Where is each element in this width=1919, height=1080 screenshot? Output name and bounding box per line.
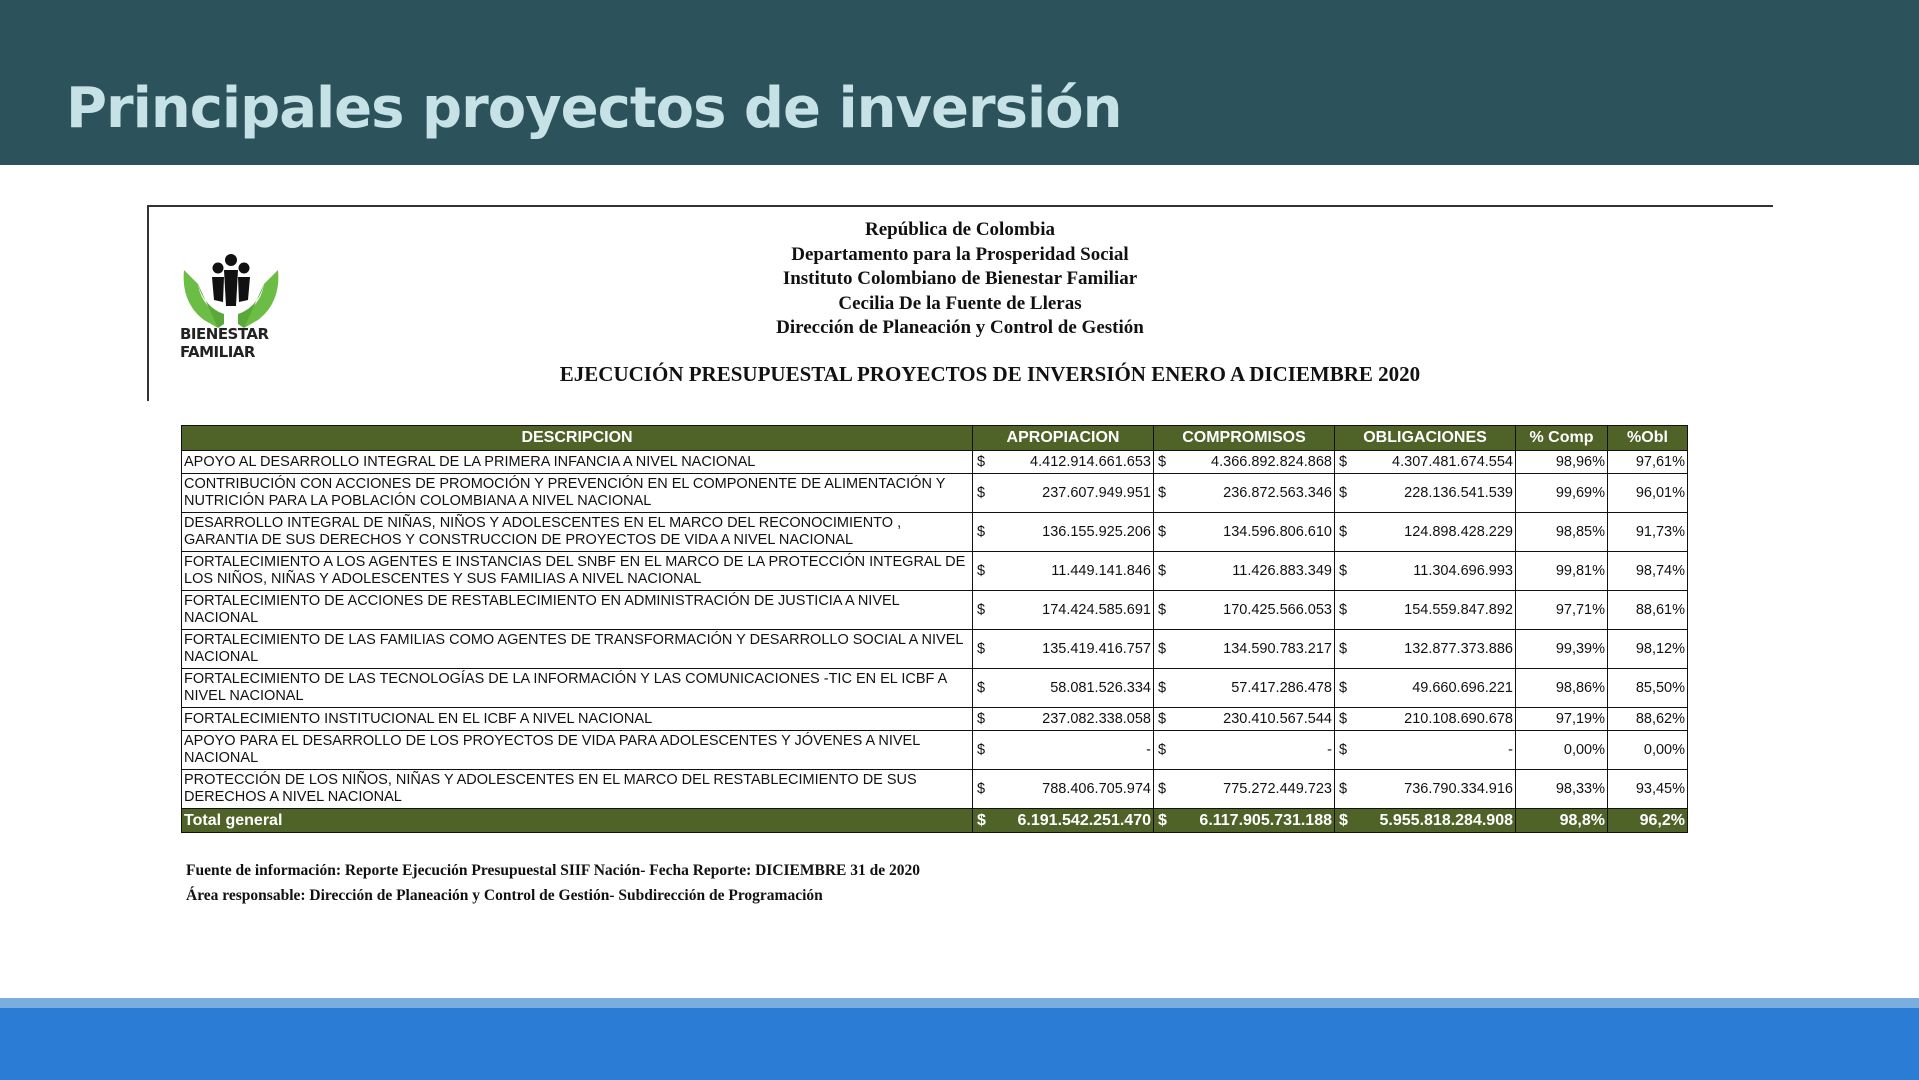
- apropiacion-cell: [973, 474, 1154, 513]
- currency-symbol: $: [977, 524, 986, 540]
- footer-accent-line: [0, 998, 1919, 1008]
- table-row: [182, 552, 1688, 591]
- total-obligaciones-cell: [1335, 809, 1516, 833]
- currency-symbol: $: [1158, 811, 1167, 829]
- currency-symbol: $: [1158, 641, 1167, 657]
- pct-obl-cell: 91,73%: [1608, 513, 1688, 552]
- project-description: FORTALECIMIENTO DE LAS TECNOLOGÍAS DE LA INFORMACIÓN Y LAS COMUNICACIONES -TIC EN EL ICBF A NIVEL NACIONAL: [182, 669, 973, 708]
- currency-symbol: $: [1339, 641, 1348, 657]
- compromisos-cell: [1154, 513, 1335, 552]
- table-row: [182, 770, 1688, 809]
- apropiacion-cell: [973, 513, 1154, 552]
- pct-comp-cell: 98,85%: [1516, 513, 1608, 552]
- source-note: Fuente de información: Reporte Ejecución Presupuestal SIIF Nación- Fecha Reporte: DICIEMBRE 31 de 2020: [186, 862, 921, 879]
- pct-comp-cell: 99,81%: [1516, 552, 1608, 591]
- amount-value: 132.877.373.886: [1404, 641, 1513, 657]
- pct-obl-cell: 96,01%: [1608, 474, 1688, 513]
- amount-value: 154.559.847.892: [1404, 602, 1513, 618]
- currency-symbol: $: [977, 711, 986, 727]
- project-description: FORTALECIMIENTO DE ACCIONES DE RESTABLECIMIENTO EN ADMINISTRACIÓN DE JUSTICIA A NIVEL NACIONAL: [182, 591, 973, 630]
- currency-symbol: $: [1158, 485, 1167, 501]
- amount-value: 11.304.696.993: [1413, 563, 1513, 579]
- apropiacion-cell: [973, 669, 1154, 708]
- project-description: DESARROLLO INTEGRAL DE NIÑAS, NIÑOS Y ADOLESCENTES EN EL MARCO DEL RECONOCIMIENTO , GARANTIA DE SUS DERECHOS Y CONSTRUCCION DE PROYECTOS DE VIDA A NIVEL NACIONAL: [182, 513, 973, 552]
- compromisos-cell: [1154, 708, 1335, 731]
- table-row: [182, 591, 1688, 630]
- logo-line-2: FAMILIAR: [180, 343, 255, 361]
- org-line: Dirección de Planeación y Control de Gestión: [776, 317, 1144, 338]
- currency-symbol: $: [1339, 811, 1348, 829]
- document-border-left: [147, 205, 149, 401]
- amount-value: 6.117.905.731.188: [1199, 811, 1332, 829]
- apropiacion-cell: [973, 451, 1154, 474]
- amount-value: 4.412.914.661.653: [1030, 454, 1151, 470]
- amount-value: -: [1327, 742, 1332, 758]
- logo-wordmark: [180, 325, 269, 361]
- compromisos-cell: [1154, 552, 1335, 591]
- apropiacion-cell: [973, 731, 1154, 770]
- compromisos-cell: [1154, 731, 1335, 770]
- amount-value: 135.419.416.757: [1042, 641, 1151, 657]
- table-row: [182, 451, 1688, 474]
- report-title: EJECUCIÓN PRESUPUESTAL PROYECTOS DE INVERSIÓN ENERO A DICIEMBRE 2020: [559, 362, 1421, 386]
- table-row: [182, 630, 1688, 669]
- table-row: [182, 474, 1688, 513]
- currency-symbol: $: [1158, 742, 1167, 758]
- compromisos-cell: [1154, 630, 1335, 669]
- logo-line-1: BIENESTAR: [180, 325, 269, 343]
- document-border-top: [148, 205, 1773, 207]
- pct-comp-cell: 98,86%: [1516, 669, 1608, 708]
- amount-value: 134.590.783.217: [1223, 641, 1332, 657]
- amount-value: 124.898.428.229: [1404, 524, 1513, 540]
- obligaciones-cell: [1335, 451, 1516, 474]
- obligaciones-cell: [1335, 708, 1516, 731]
- currency-symbol: $: [977, 563, 986, 579]
- apropiacion-cell: [973, 591, 1154, 630]
- pct-obl-cell: 97,61%: [1608, 451, 1688, 474]
- amount-value: 237.607.949.951: [1042, 485, 1151, 501]
- currency-symbol: $: [1339, 742, 1348, 758]
- project-description: PROTECCIÓN DE LOS NIÑOS, NIÑAS Y ADOLESCENTES EN EL MARCO DEL RESTABLECIMIENTO DE SUS DERECHOS A NIVEL NACIONAL: [182, 770, 973, 809]
- table-row: [182, 731, 1688, 770]
- amount-value: 57.417.286.478: [1231, 680, 1332, 696]
- pct-obl-cell: 0,00%: [1608, 731, 1688, 770]
- pct-obl-cell: 93,45%: [1608, 770, 1688, 809]
- col-header-pct-comp: % Comp: [1516, 426, 1608, 451]
- pct-comp-cell: 97,19%: [1516, 708, 1608, 731]
- org-line: Departamento para la Prosperidad Social: [791, 243, 1129, 265]
- currency-symbol: $: [977, 811, 986, 829]
- pct-comp-cell: 98,96%: [1516, 451, 1608, 474]
- amount-value: 134.596.806.610: [1223, 524, 1332, 540]
- pct-obl-cell: 98,12%: [1608, 630, 1688, 669]
- currency-symbol: $: [1158, 680, 1167, 696]
- pct-comp-cell: 0,00%: [1516, 731, 1608, 770]
- compromisos-cell: [1154, 669, 1335, 708]
- amount-value: -: [1508, 742, 1513, 758]
- amount-value: 237.082.338.058: [1042, 711, 1151, 727]
- amount-value: 170.425.566.053: [1223, 602, 1332, 618]
- total-label: Total general: [182, 809, 973, 833]
- currency-symbol: $: [1339, 563, 1348, 579]
- compromisos-cell: [1154, 474, 1335, 513]
- table-header-row: [182, 426, 1688, 451]
- footer-band: [0, 1008, 1919, 1080]
- pct-comp-cell: 99,39%: [1516, 630, 1608, 669]
- currency-symbol: $: [1339, 781, 1348, 797]
- obligaciones-cell: [1335, 731, 1516, 770]
- pct-obl-cell: 98,74%: [1608, 552, 1688, 591]
- amount-value: 228.136.541.539: [1404, 485, 1513, 501]
- amount-value: 736.790.334.916: [1404, 781, 1513, 797]
- currency-symbol: $: [1158, 454, 1167, 470]
- compromisos-cell: [1154, 591, 1335, 630]
- amount-value: 11.426.883.349: [1232, 563, 1332, 579]
- currency-symbol: $: [977, 641, 986, 657]
- currency-symbol: $: [1339, 454, 1348, 470]
- col-header-apropiacion: APROPIACION: [973, 426, 1154, 451]
- amount-value: 775.272.449.723: [1223, 781, 1332, 797]
- pct-obl-cell: 85,50%: [1608, 669, 1688, 708]
- obligaciones-cell: [1335, 669, 1516, 708]
- currency-symbol: $: [1158, 781, 1167, 797]
- currency-symbol: $: [1339, 485, 1348, 501]
- obligaciones-cell: [1335, 770, 1516, 809]
- total-row: [182, 809, 1688, 833]
- currency-symbol: $: [977, 781, 986, 797]
- compromisos-cell: [1154, 770, 1335, 809]
- col-header-descripcion: DESCRIPCION: [182, 426, 973, 451]
- slide-title: Principales proyectos de inversión: [66, 76, 1122, 141]
- col-header-pct-obl: %Obl: [1608, 426, 1688, 451]
- amount-value: 6.191.542.251.470: [1017, 811, 1151, 829]
- total-apropiacion-cell: [973, 809, 1154, 833]
- amount-value: 788.406.705.974: [1042, 781, 1151, 797]
- budget-table: [181, 425, 1688, 833]
- apropiacion-cell: [973, 552, 1154, 591]
- pct-comp-cell: 98,33%: [1516, 770, 1608, 809]
- currency-symbol: $: [977, 680, 986, 696]
- project-description: APOYO AL DESARROLLO INTEGRAL DE LA PRIMERA INFANCIA A NIVEL NACIONAL: [182, 451, 973, 474]
- apropiacion-cell: [973, 708, 1154, 731]
- amount-value: 230.410.567.544: [1223, 711, 1332, 727]
- table-row: [182, 708, 1688, 731]
- obligaciones-cell: [1335, 474, 1516, 513]
- total-pct-obl-cell: 96,2%: [1608, 809, 1688, 833]
- currency-symbol: $: [1158, 524, 1167, 540]
- compromisos-cell: [1154, 451, 1335, 474]
- currency-symbol: $: [1339, 711, 1348, 727]
- apropiacion-cell: [973, 630, 1154, 669]
- total-compromisos-cell: [1154, 809, 1335, 833]
- currency-symbol: $: [977, 485, 986, 501]
- currency-symbol: $: [977, 742, 986, 758]
- amount-value: 49.660.696.221: [1412, 680, 1513, 696]
- amount-value: 4.366.892.824.868: [1211, 454, 1332, 470]
- pct-obl-cell: 88,61%: [1608, 591, 1688, 630]
- amount-value: 58.081.526.334: [1050, 680, 1151, 696]
- col-header-compromisos: COMPROMISOS: [1154, 426, 1335, 451]
- responsible-area-note: Área responsable: Dirección de Planeación y Control de Gestión- Subdirección de Programación: [186, 887, 823, 904]
- pct-comp-cell: 99,69%: [1516, 474, 1608, 513]
- obligaciones-cell: [1335, 552, 1516, 591]
- apropiacion-cell: [973, 770, 1154, 809]
- project-description: APOYO PARA EL DESARROLLO DE LOS PROYECTOS DE VIDA PARA ADOLESCENTES Y JÓVENES A NIVEL NACIONAL: [182, 731, 973, 770]
- currency-symbol: $: [1339, 680, 1348, 696]
- obligaciones-cell: [1335, 513, 1516, 552]
- currency-symbol: $: [1158, 563, 1167, 579]
- pct-obl-cell: 88,62%: [1608, 708, 1688, 731]
- currency-symbol: $: [977, 602, 986, 618]
- currency-symbol: $: [977, 454, 986, 470]
- currency-symbol: $: [1158, 602, 1167, 618]
- org-line: Cecilia De la Fuente de Lleras: [838, 292, 1082, 314]
- amount-value: 11.449.141.846: [1051, 563, 1151, 579]
- amount-value: 5.955.818.284.908: [1379, 811, 1513, 829]
- org-line: República de Colombia: [864, 219, 1056, 240]
- organization-header: [660, 218, 1260, 341]
- org-line: Instituto Colombiano de Bienestar Familiar: [782, 268, 1138, 289]
- project-description: CONTRIBUCIÓN CON ACCIONES DE PROMOCIÓN Y PREVENCIÓN EN EL COMPONENTE DE ALIMENTACIÓN Y NUTRICIÓN PARA LA POBLACIÓN COLOMBIANA A NIVEL NACIONAL: [182, 474, 973, 513]
- amount-value: -: [1146, 742, 1151, 758]
- col-header-obligaciones: OBLIGACIONES: [1335, 426, 1516, 451]
- amount-value: 174.424.585.691: [1042, 602, 1151, 618]
- currency-symbol: $: [1339, 602, 1348, 618]
- total-pct-comp-cell: 98,8%: [1516, 809, 1608, 833]
- currency-symbol: $: [1339, 524, 1348, 540]
- currency-symbol: $: [1158, 711, 1167, 727]
- table-row: [182, 669, 1688, 708]
- amount-value: 136.155.925.206: [1042, 524, 1151, 540]
- obligaciones-cell: [1335, 630, 1516, 669]
- pct-comp-cell: 97,71%: [1516, 591, 1608, 630]
- project-description: FORTALECIMIENTO A LOS AGENTES E INSTANCIAS DEL SNBF EN EL MARCO DE LA PROTECCIÓN INTEGRAL DE LOS NIÑOS, NIÑAS Y ADOLESCENTES Y SUS FAMILIAS A NIVEL NACIONAL: [182, 552, 973, 591]
- amount-value: 236.872.563.346: [1223, 485, 1332, 501]
- amount-value: 4.307.481.674.554: [1392, 454, 1513, 470]
- obligaciones-cell: [1335, 591, 1516, 630]
- amount-value: 210.108.690.678: [1404, 711, 1513, 727]
- table-row: [182, 513, 1688, 552]
- project-description: FORTALECIMIENTO INSTITUCIONAL EN EL ICBF A NIVEL NACIONAL: [182, 708, 973, 731]
- project-description: FORTALECIMIENTO DE LAS FAMILIAS COMO AGENTES DE TRANSFORMACIÓN Y DESARROLLO SOCIAL A NIVEL NACIONAL: [182, 630, 973, 669]
